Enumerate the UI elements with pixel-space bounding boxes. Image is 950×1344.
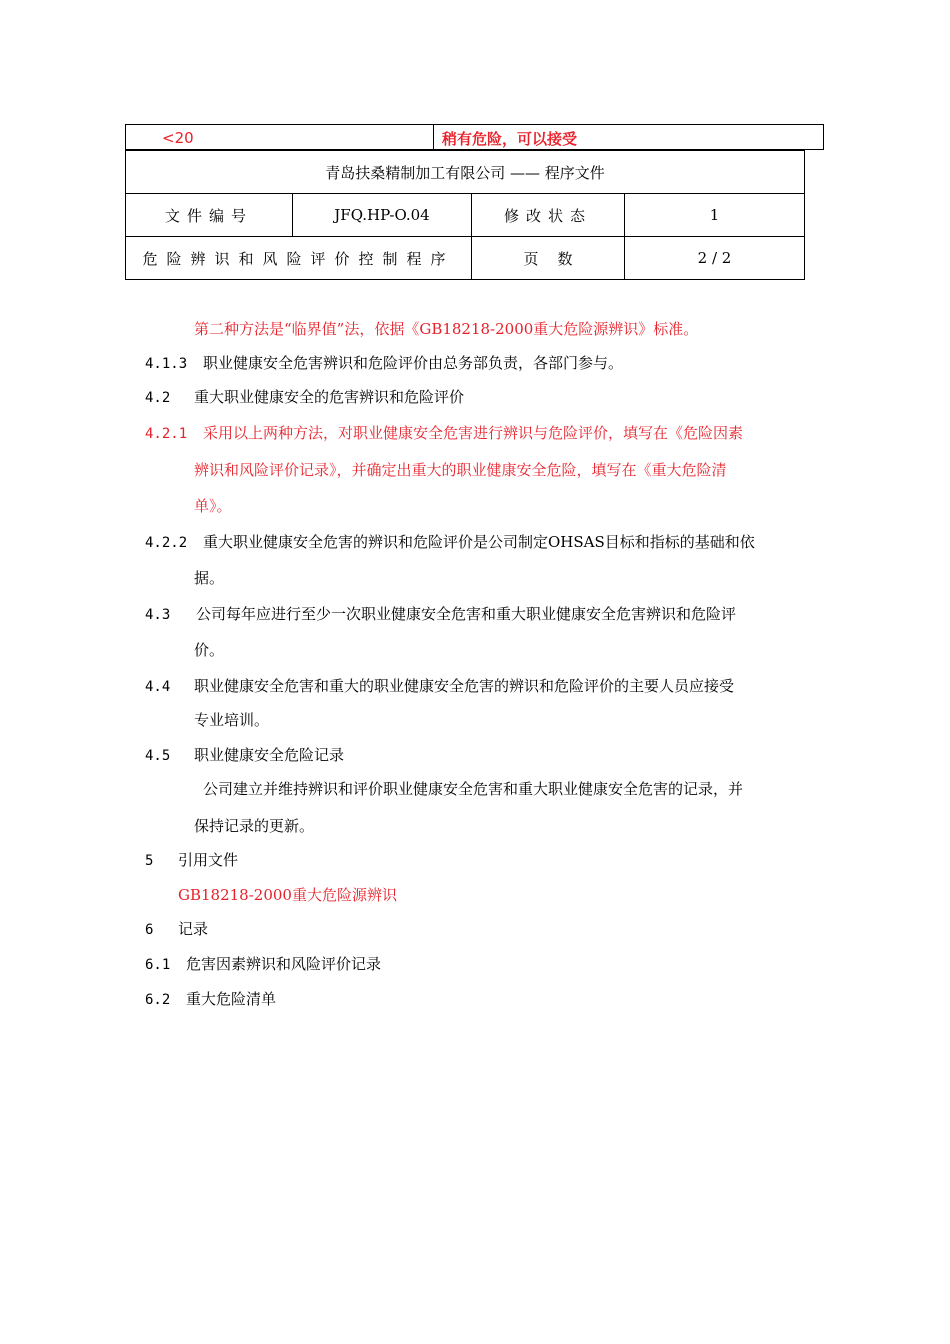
- section-6-number: 6: [145, 922, 154, 938]
- section-4-2-1-line-2: 辨识和风险评价记录》，并确定出重大的职业健康安全危险，填写在《重大危险清: [194, 461, 727, 479]
- document-header-table: [125, 150, 805, 280]
- pages-value: 2 / 2: [625, 237, 805, 280]
- section-4-2-1-number: 4.2.1: [145, 426, 188, 442]
- section-4-5-paragraph-line-2: 保持记录的更新。: [194, 817, 315, 835]
- section-4-5-paragraph-line-1: 公司建立并维持辨识和评价职业健康安全危害和重大职业健康安全危害的记录，并: [203, 780, 744, 798]
- risk-score-value: <20: [162, 129, 194, 147]
- doc-no-value: JFQ.HP-O.04: [293, 194, 472, 237]
- section-6-1-number: 6.1: [145, 957, 171, 973]
- risk-level-text: 稍有危险，可以接受: [442, 130, 578, 148]
- pages-label: 页 数: [472, 237, 625, 280]
- section-4-3-line-2: 价。: [194, 641, 225, 659]
- procedure-name: 危险辨识和风险评价控制程序: [126, 237, 472, 280]
- method-two-paragraph: 第二种方法是“临界值”法，依据《GB18218-2000重大危险源辨识》标准。: [194, 320, 699, 338]
- section-4-2-number: 4.2: [145, 390, 171, 406]
- section-4-1-3-text: 职业健康安全危害辨识和危险评价由总务部负责，各部门参与。: [203, 354, 624, 372]
- section-4-4-line-2: 专业培训。: [194, 711, 270, 729]
- section-4-3-line-1: 公司每年应进行至少一次职业健康安全危害和重大职业健康安全危害辨识和危险评: [196, 605, 737, 623]
- risk-level-row: [125, 124, 824, 150]
- section-5-number: 5: [145, 853, 154, 869]
- revision-value: 1: [625, 194, 805, 237]
- company-title: 青岛扶桑精制加工有限公司 —— 程序文件: [126, 151, 805, 194]
- section-4-2-1-line-1: 采用以上两种方法，对职业健康安全危害进行辨识与危险评价，填写在《危险因素: [203, 424, 744, 442]
- section-4-2-2-number: 4.2.2: [145, 535, 188, 551]
- section-4-1-3-number: 4.1.3: [145, 356, 188, 372]
- section-4-2-2-line-1: 重大职业健康安全危害的辨识和危险评价是公司制定OHSAS目标和指标的基础和依: [203, 533, 755, 551]
- section-5-reference: GB18218-2000重大危险源辨识: [178, 886, 397, 904]
- section-4-3-number: 4.3: [145, 607, 171, 623]
- section-6-2-text: 重大危险清单: [186, 990, 277, 1008]
- section-4-4-line-1: 职业健康安全危害和重大的职业健康安全危害的辨识和危险评价的主要人员应接受: [194, 677, 735, 695]
- revision-label: 修改状态: [472, 194, 625, 237]
- section-6-text: 记录: [178, 920, 209, 938]
- section-4-2-text: 重大职业健康安全的危害辨识和危险评价: [194, 388, 465, 406]
- section-5-text: 引用文件: [178, 851, 239, 869]
- section-4-5-text: 职业健康安全危险记录: [194, 746, 345, 764]
- section-6-1-text: 危害因素辨识和风险评价记录: [186, 955, 382, 973]
- section-4-2-2-line-2: 据。: [194, 569, 225, 587]
- doc-no-label: 文件编号: [126, 194, 293, 237]
- row-divider: [433, 125, 434, 149]
- section-4-5-number: 4.5: [145, 748, 171, 764]
- section-4-2-1-line-3: 单》。: [194, 497, 232, 515]
- section-4-4-number: 4.4: [145, 679, 171, 695]
- section-6-2-number: 6.2: [145, 992, 171, 1008]
